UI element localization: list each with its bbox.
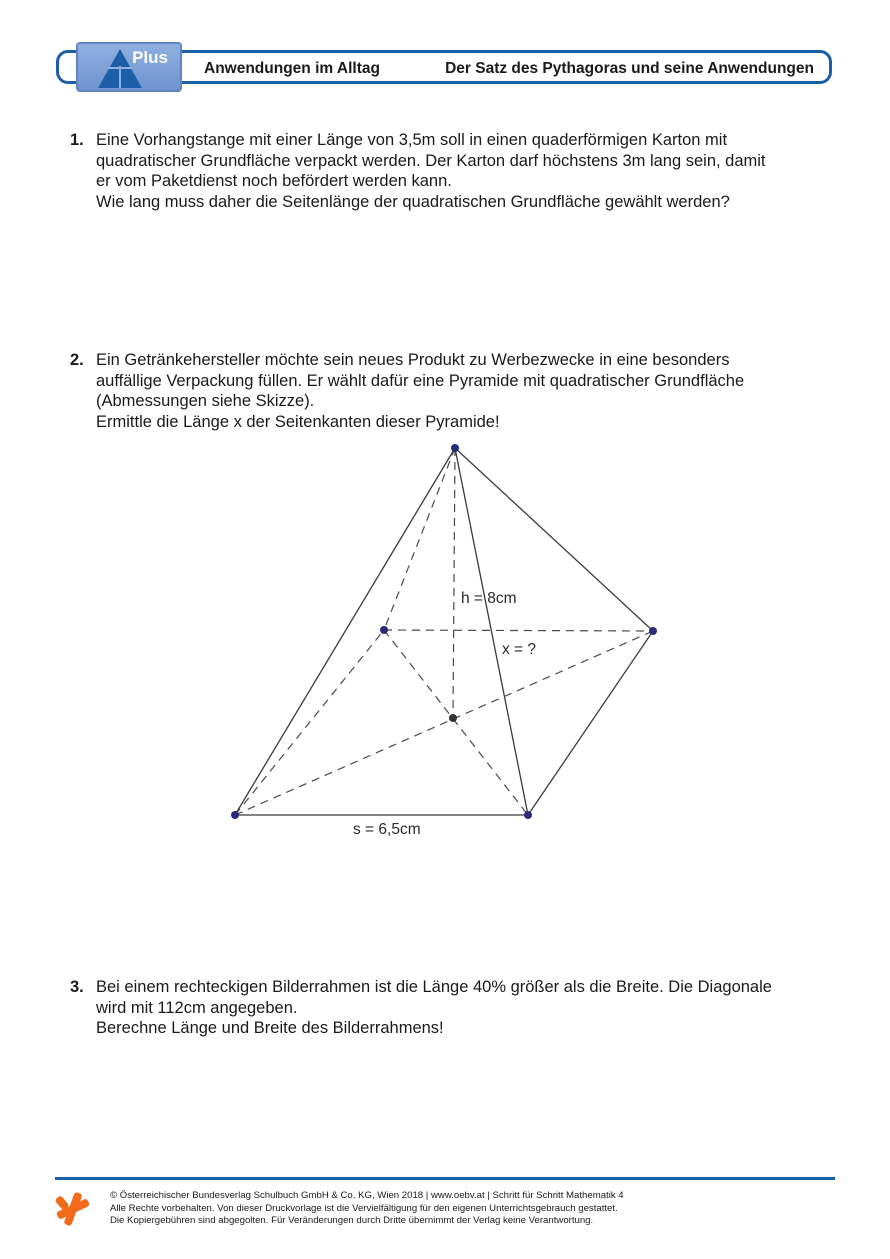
vertex-center: [449, 714, 457, 722]
vertex-apex: [451, 444, 459, 452]
task-line: auffällige Verpackung füllen. Er wählt dafür eine Pyramide mit quadratischer Grundfläche: [96, 371, 745, 390]
vertex-front-left: [231, 811, 239, 819]
task-line: quadratischer Grundfläche verpackt werden. Der Karton darf höchstens 3m lang sein, damit: [96, 151, 766, 170]
task-text: [96, 977, 826, 1039]
edge-apex-front-right: [455, 448, 528, 815]
logo-text: Plus: [132, 48, 168, 67]
side-label: s = 6,5cm: [353, 821, 421, 838]
footer-line: Die Kopiergebühren sind abgegolten. Für Veränderungen durch Dritte übernimmt der Verlag keine Verantwortung.: [110, 1215, 594, 1227]
footer-line: Alle Rechte vorbehalten. Von dieser Druckvorlage ist die Vervielfältigung für den eigenen Unterrichtsgebrauch gestattet.: [110, 1202, 618, 1214]
task-line: er vom Paketdienst noch befördert werden kann.: [96, 172, 452, 191]
footer-line: © Österreichischer Bundesverlag Schulbuch GmbH & Co. KG, Wien 2018 | www.oebv.at | Schritt für Schritt Mathematik 4: [110, 1190, 624, 1201]
task-line: Berechne Länge und Breite des Bilderrahmens!: [96, 1019, 444, 1038]
height-line: [453, 448, 455, 718]
task-line: wird mit 112cm angegeben.: [96, 998, 298, 1017]
task-number: 1.: [70, 131, 84, 149]
task-number: 2.: [70, 351, 84, 369]
task-line: (Abmessungen siehe Skizze).: [96, 392, 315, 411]
task-line: Ermittle die Länge x der Seitenkanten dieser Pyramide!: [96, 412, 500, 431]
base-left-edge: [235, 630, 384, 815]
edge-apex-back-left: [384, 448, 455, 630]
base-back-edge: [384, 630, 653, 631]
footer-divider: [55, 1177, 835, 1180]
task-line: Bei einem rechteckigen Bilderrahmen ist die Länge 40% größer als die Breite. Die Diagonale: [96, 978, 772, 996]
task-line: Wie lang muss daher die Seitenlänge der quadratischen Grundfläche gewählt werden?: [96, 192, 730, 211]
page-title: Der Satz des Pythagoras und seine Anwendungen: [445, 60, 814, 77]
section-title: Anwendungen im Alltag: [204, 60, 380, 77]
publisher-logo-icon: [54, 1190, 92, 1228]
edge-label: x = ?: [502, 641, 537, 658]
edge-apex-front-left: [235, 448, 455, 815]
task-number: 3.: [70, 978, 84, 996]
footer-copyright: [110, 1190, 624, 1228]
task-line: Eine Vorhangstange mit einer Länge von 3,5m soll in einen quaderförmigen Karton mit: [96, 131, 728, 149]
base-right-edge: [528, 631, 653, 815]
vertex-front-right: [524, 811, 532, 819]
vertex-back-left: [380, 626, 388, 634]
height-label: h = 8cm: [461, 590, 517, 607]
vertex-back-right: [649, 627, 657, 635]
task-line: Ein Getränkehersteller möchte sein neues Produkt zu Werbezwecke in eine besonders: [96, 351, 730, 369]
